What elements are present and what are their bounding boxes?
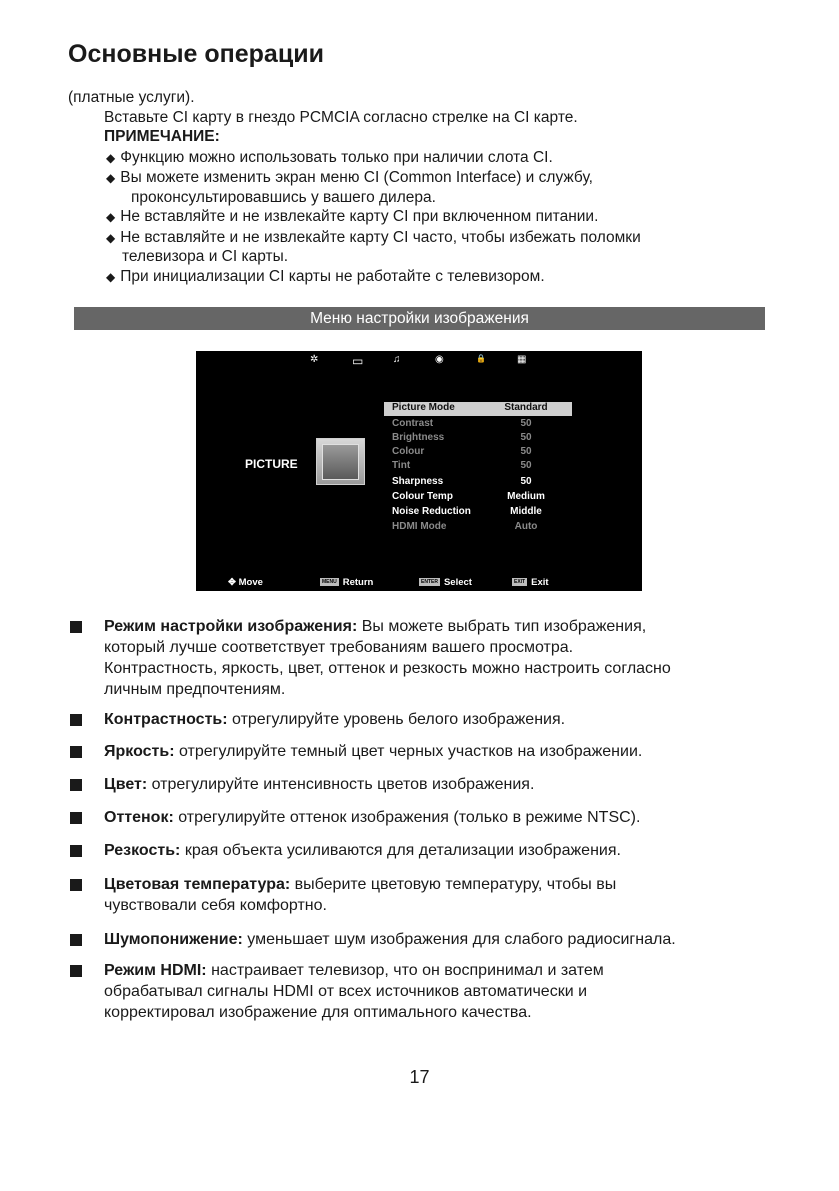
bullet-sharpness: Резкость: края объекта усиливаются для детализации изображения. (104, 842, 621, 859)
menu-row-tint[interactable]: Tint 50 (392, 460, 532, 471)
bullet-brightness: Яркость: отрегулируйте темный цвет черных участков на изображении. (104, 743, 643, 760)
note-item: ◆ Вы можете изменить экран меню CI (Common Interface) и службу, (106, 169, 593, 186)
tv-thumbnail-icon (316, 438, 365, 485)
note-item: ◆ При инициализации CI карты не работайте с телевизором. (106, 268, 545, 285)
diamond-bullet-icon: ◆ (106, 270, 116, 284)
gear-icon: ✲ (310, 354, 319, 365)
menu-row-colour-temp[interactable]: Colour Temp Medium (392, 491, 545, 502)
section-header-bar: Меню настройки изображения (74, 307, 765, 330)
menu-row-hdmi-mode[interactable]: HDMI Mode Auto (392, 521, 538, 532)
square-bullet-icon (70, 746, 82, 758)
diamond-bullet-icon: ◆ (106, 171, 116, 185)
square-bullet-icon (70, 779, 82, 791)
menu-side-label: PICTURE (245, 457, 298, 471)
square-bullet-icon (70, 812, 82, 824)
diamond-bullet-icon: ◆ (106, 210, 116, 224)
note-item: ◆ Функцию можно использовать только при наличии слота CI. (106, 149, 553, 166)
intro-line-1: (платные услуги). (68, 89, 195, 106)
square-bullet-icon (70, 845, 82, 857)
note-item: ◆ Не вставляйте и не извлекайте карту CI часто, чтобы избежать поломки (106, 229, 641, 246)
menu-row-contrast[interactable]: Contrast 50 (392, 418, 532, 429)
intro-line-2: Вставьте CI карту в гнездо PCMCIA согласно стрелке на CI карте. (104, 109, 578, 126)
note-item: ◆ Не вставляйте и не извлекайте карту CI при включенном питании. (106, 208, 599, 225)
bullet-hdmi-mode: Режим HDMI: настраивает телевизор, что он воспринимал и затем обрабатывал сигналы HDMI от всех источников автоматически и корректировал изображение для оптимального качества. (104, 962, 604, 1021)
menu-row-noise-reduction[interactable]: Noise Reduction Middle (392, 506, 542, 517)
menu-row-picture-mode[interactable]: Picture Mode Standard (384, 402, 572, 416)
music-note-icon: ♫ (393, 354, 401, 365)
footer-exit: EXIT Exit (514, 577, 549, 588)
menu-row-colour[interactable]: Colour 50 (392, 446, 532, 457)
lock-icon: 🔒 (476, 354, 486, 363)
footer-move: ✥ Move (228, 577, 263, 588)
bullet-noise-reduction: Шумопонижение: уменьшает шум изображения для слабого радиосигнала. (104, 931, 676, 948)
menu-row-brightness[interactable]: Brightness 50 (392, 432, 532, 443)
note-label: ПРИМЕЧАНИЕ: (104, 128, 220, 145)
bullet-picture-mode: Режим настройки изображения: Вы можете выбрать тип изображения, который лучше соответствует требованиям вашего просмотра. Контрастность, яркость, цвет, оттенок и резкость можно настроить согласно личным предпочтениям. (104, 618, 671, 698)
enter-key-icon: ENTER (421, 579, 438, 586)
clock-icon: ◉ (435, 354, 444, 365)
diamond-bullet-icon: ◆ (106, 231, 116, 245)
square-bullet-icon (70, 934, 82, 946)
square-bullet-icon (70, 879, 82, 891)
footer-select: ENTER Select (421, 577, 472, 588)
menu-row-sharpness[interactable]: Sharpness 50 (392, 476, 532, 487)
page-number: 17 (409, 1067, 430, 1087)
note-item-continuation: проконсультировавшись у вашего дилера. (131, 189, 436, 206)
menu-key-icon: MENU (322, 579, 337, 586)
square-bullet-icon (70, 621, 82, 633)
monitor-icon: ▭ (352, 354, 364, 368)
square-bullet-icon (70, 714, 82, 726)
diamond-bullet-icon: ◆ (106, 151, 116, 165)
footer-return: MENU Return (322, 577, 374, 588)
bullet-colour-temp: Цветовая температура: выберите цветовую температуру, чтобы вы чувствовали себя комфортно. (104, 876, 617, 914)
exit-key-icon: EXIT (514, 579, 526, 586)
square-bullet-icon (70, 965, 82, 977)
bullet-colour: Цвет: отрегулируйте интенсивность цветов изображения. (104, 776, 535, 793)
bullet-contrast: Контрастность: отрегулируйте уровень белого изображения. (104, 711, 566, 728)
grid-icon: ▦ (517, 354, 527, 365)
note-item-continuation: телевизора и CI карты. (122, 248, 289, 265)
tv-menu-screenshot (196, 351, 642, 591)
bullet-tint: Оттенок: отрегулируйте оттенок изображения (только в режиме NTSC). (104, 809, 641, 826)
move-arrows-icon: ✥ (228, 577, 239, 588)
page-title: Основные операции (68, 40, 324, 68)
